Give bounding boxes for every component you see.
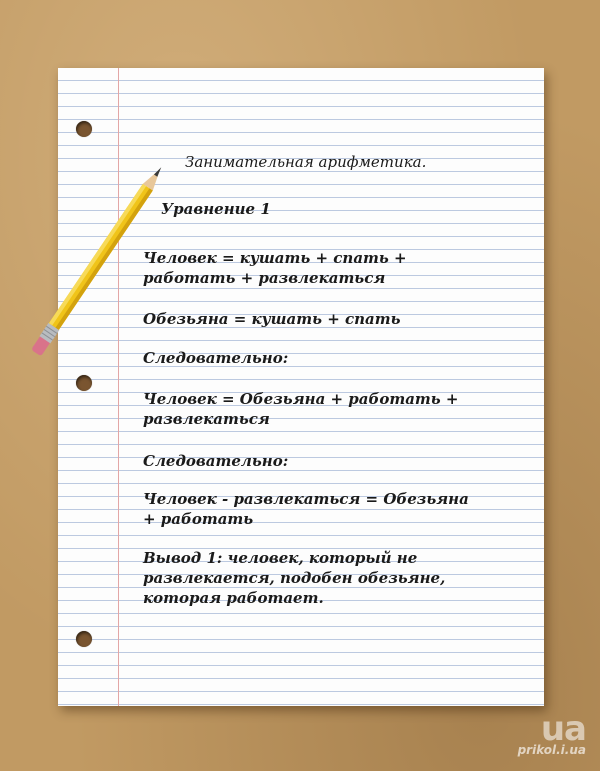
- binder-hole: [76, 631, 92, 647]
- note-line: Следовательно:: [143, 452, 289, 470]
- pencil-icon: [22, 155, 172, 365]
- note-line: Следовательно:: [143, 349, 289, 367]
- watermark-site: prikol.i.ua: [517, 743, 586, 757]
- watermark-logo-text: ua: [540, 709, 586, 749]
- note-line: Обезьяна = кушать + спать: [143, 310, 401, 328]
- equation-heading: Уравнение 1: [161, 200, 271, 218]
- binder-hole: [76, 121, 92, 137]
- watermark-logo: [486, 709, 586, 757]
- note-line: Человек = кушать + спать + работать + развлекаться: [143, 249, 407, 287]
- page-title: Занимательная арифметика.: [185, 153, 427, 171]
- note-line: Человек - развлекаться = Обезьяна + работать: [143, 490, 469, 528]
- note-line: Человек = Обезьяна + работать + развлекаться: [143, 390, 459, 428]
- conclusion-line: Вывод 1: человек, который не развлекается, подобен обезьяне, которая работает.: [143, 549, 446, 607]
- binder-hole: [76, 375, 92, 391]
